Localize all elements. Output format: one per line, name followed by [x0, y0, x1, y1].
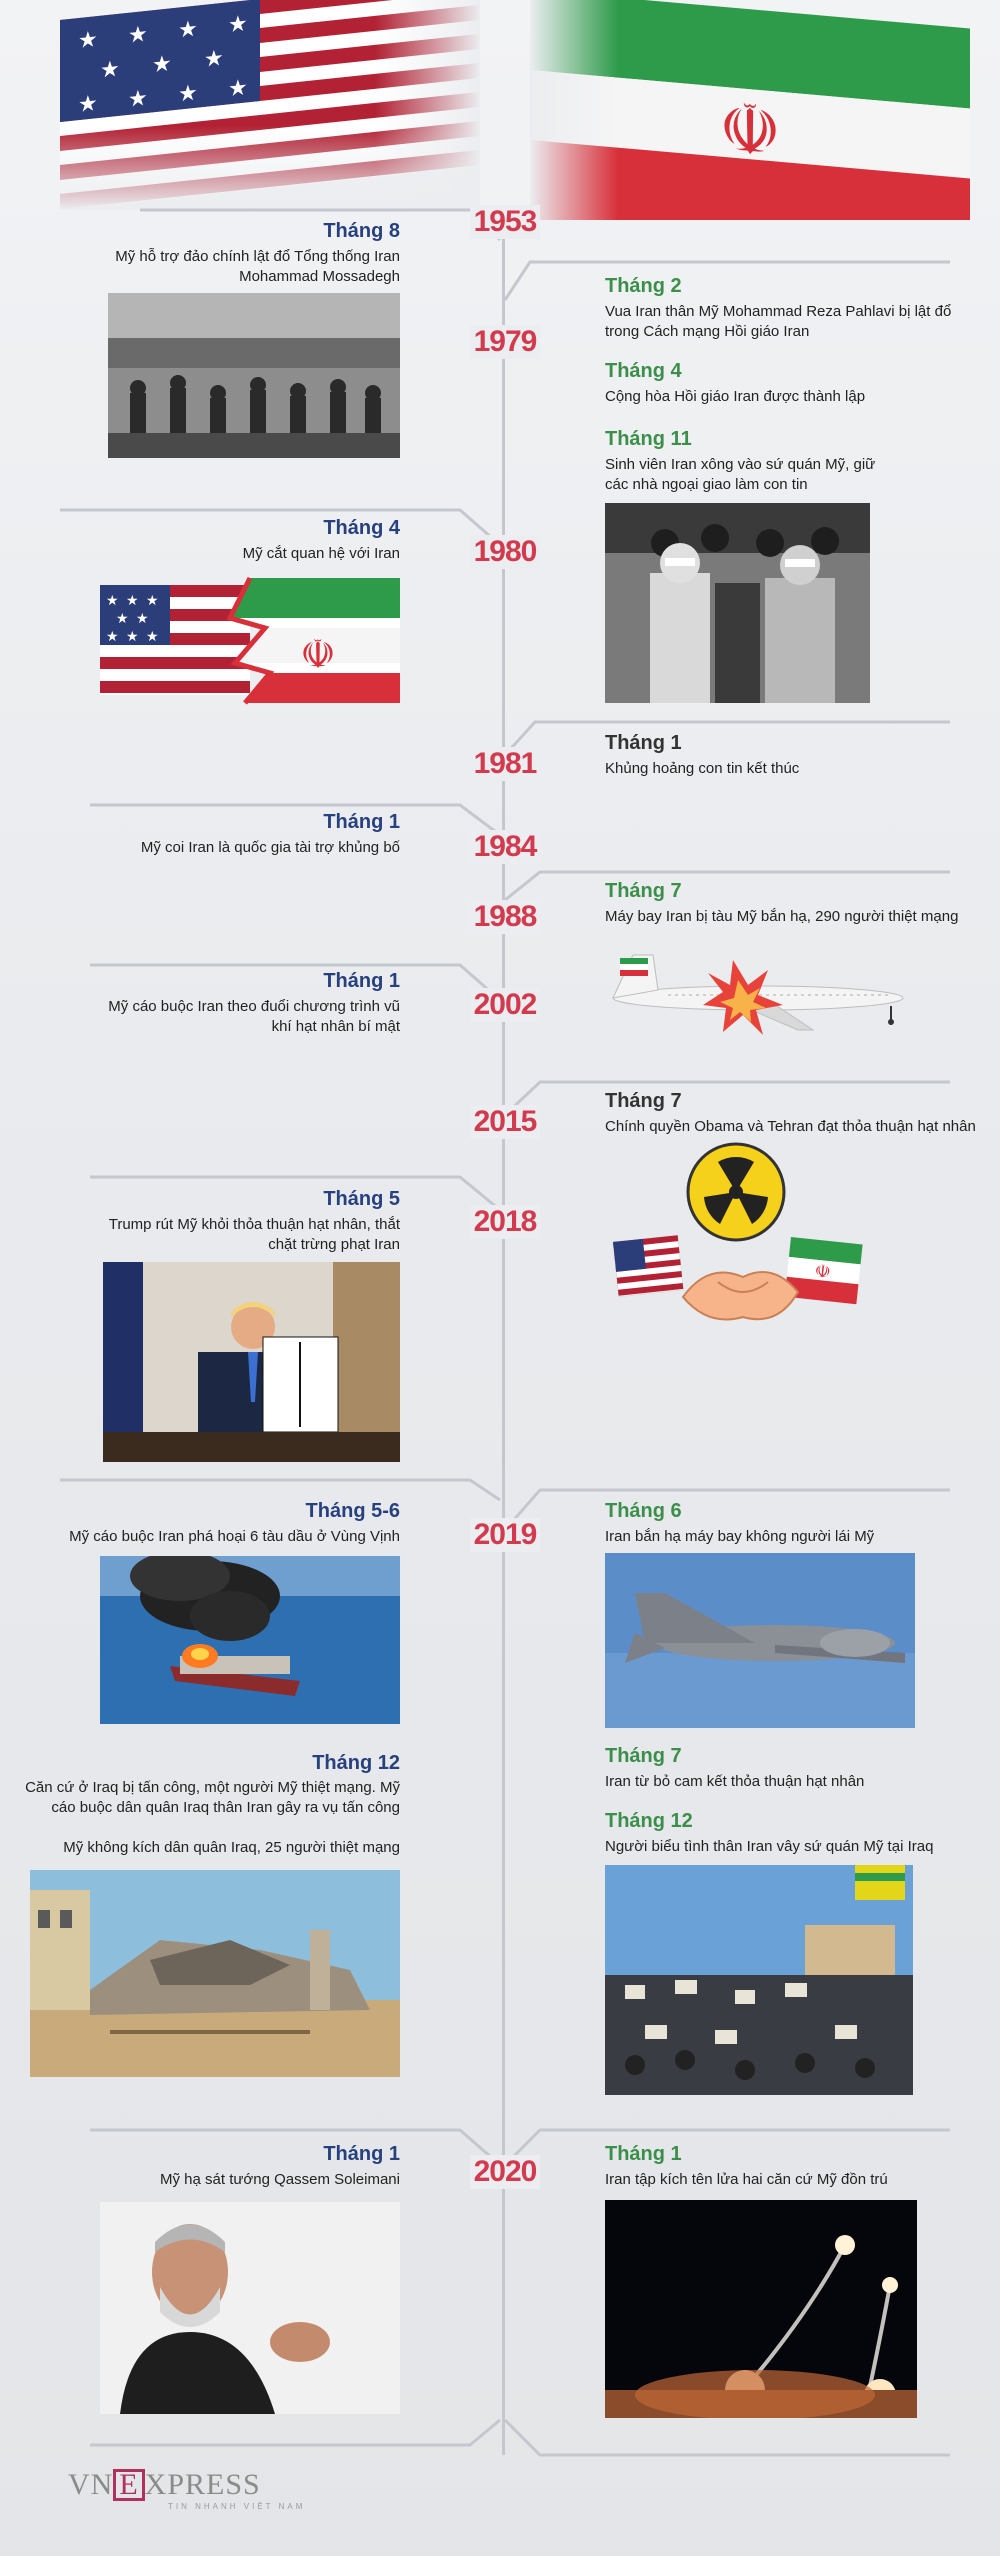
event-text: Vua Iran thân Mỹ Mohammad Reza Pahlavi bị lật đổ trong Cách mạng Hồi giáo Iran [605, 303, 952, 340]
event-month: Tháng 12 [312, 1752, 400, 1774]
svg-text:★: ★ [146, 593, 159, 609]
svg-text:★: ★ [116, 611, 129, 627]
year-1981: 1981 [470, 747, 540, 781]
event-text: Mỹ hạ sát tướng Qassem Soleimani [160, 2171, 400, 2188]
svg-text:★: ★ [136, 611, 149, 627]
event-month: Tháng 2 [605, 275, 682, 297]
event-month: Tháng 7 [605, 1090, 682, 1112]
event-month: Tháng 1 [605, 2143, 682, 2165]
year-2018: 2018 [470, 1205, 540, 1239]
event-month: Tháng 6 [605, 1500, 682, 1522]
svg-text:★: ★ [106, 629, 119, 645]
event-text: Mỹ không kích dân quân Iraq, 25 người thiệt mạng [63, 1839, 400, 1856]
svg-text:★: ★ [126, 593, 139, 609]
event-month: Tháng 7 [605, 880, 682, 902]
event-text: Iran từ bỏ cam kết thỏa thuận hạt nhân [605, 1773, 865, 1790]
event-text: Cộng hòa Hồi giáo Iran được thành lập [605, 388, 866, 405]
event-month: Tháng 1 [323, 2143, 400, 2165]
drone-photo [605, 1553, 915, 1728]
event-month: Tháng 5-6 [305, 1500, 400, 1522]
hostage-crisis-photo [605, 503, 870, 703]
event-text: Người biểu tình thân Iran vây sứ quán Mỹ tại Iraq [605, 1838, 934, 1855]
year-1988: 1988 [470, 900, 540, 934]
event-text: Mỹ cáo buộc Iran theo đuổi chương trình vũ khí hạt nhân bí mật [108, 998, 400, 1035]
event-text: Sinh viên Iran xông vào sứ quán Mỹ, giữ các nhà ngoại giao làm con tin [605, 456, 876, 493]
event-month: Tháng 5 [323, 1188, 400, 1210]
event-text: Chính quyền Obama và Tehran đạt thỏa thuận hạt nhân [605, 1118, 976, 1135]
broken-relations-flags [100, 573, 400, 708]
svg-text:★: ★ [126, 629, 139, 645]
embassy-protest-photo [605, 1865, 913, 2095]
event-month: Tháng 4 [323, 517, 400, 539]
svg-text:★: ★ [146, 629, 159, 645]
year-2002: 2002 [470, 988, 540, 1022]
event-text: Trump rút Mỹ khỏi thỏa thuận hạt nhân, thắt chặt trừng phạt Iran [108, 1216, 400, 1253]
event-month: Tháng 1 [323, 811, 400, 833]
year-2020: 2020 [470, 2155, 540, 2189]
event-month: Tháng 11 [605, 428, 692, 450]
trump-signing-photo [103, 1262, 400, 1462]
vnexpress-logo[interactable] [68, 2468, 306, 2511]
logo-text-post: XPRESS [144, 2468, 261, 2501]
year-2019: 2019 [470, 1518, 540, 1552]
svg-text:☫: ☫ [813, 1260, 832, 1284]
logo-text-mid: E [113, 2469, 144, 2501]
logo-tagline: TIN NHANH VIỆT NAM [168, 2502, 306, 2511]
event-text: Căn cứ ở Iraq bị tấn công, một người Mỹ thiệt mạng. Mỹ cáo buộc dân quân Iraq thân Iran gây ra vụ tấn công [25, 1779, 400, 1816]
soleimani-photo [100, 2202, 400, 2414]
nuclear-deal-illustration [608, 1142, 878, 1342]
event-month: Tháng 7 [605, 1745, 682, 1767]
event-text: Máy bay Iran bị tàu Mỹ bắn hạ, 290 người thiệt mạng [605, 908, 959, 925]
event-text: Iran tập kích tên lửa hai căn cứ Mỹ đồn trú [605, 2171, 888, 2188]
year-1953: 1953 [470, 205, 540, 239]
event-text: Iran bắn hạ máy bay không người lái Mỹ [605, 1528, 875, 1545]
year-1979: 1979 [470, 325, 540, 359]
event-month: Tháng 1 [605, 732, 682, 754]
svg-text:★: ★ [106, 593, 119, 609]
year-2015: 2015 [470, 1105, 540, 1139]
event-text: Mỹ cắt quan hệ với Iran [242, 545, 400, 562]
event-month: Tháng 12 [605, 1810, 693, 1832]
year-1984: 1984 [470, 830, 540, 864]
event-month: Tháng 4 [605, 360, 682, 382]
burning-tanker-photo [100, 1556, 400, 1724]
event-text: Mỹ cáo buộc Iran phá hoại 6 tàu dầu ở Vùng Vịnh [69, 1528, 400, 1545]
coup-1953-photo [108, 293, 400, 458]
missile-launch-photo [605, 2200, 917, 2418]
event-text: Khủng hoảng con tin kết thúc [605, 760, 800, 777]
event-text: Mỹ coi Iran là quốc gia tài trợ khủng bố [140, 839, 400, 856]
event-month: Tháng 1 [323, 970, 400, 992]
event-month: Tháng 8 [323, 220, 400, 242]
event-text: Mỹ hỗ trợ đảo chính lật đổ Tổng thống Iran Mohammad Mossadegh [115, 248, 400, 285]
destroyed-base-photo [30, 1870, 400, 2077]
year-1980: 1980 [470, 535, 540, 569]
logo-text-pre: VN [68, 2468, 114, 2501]
airliner-shot-down-illustration [608, 940, 908, 1040]
svg-text:☫: ☫ [300, 632, 336, 678]
